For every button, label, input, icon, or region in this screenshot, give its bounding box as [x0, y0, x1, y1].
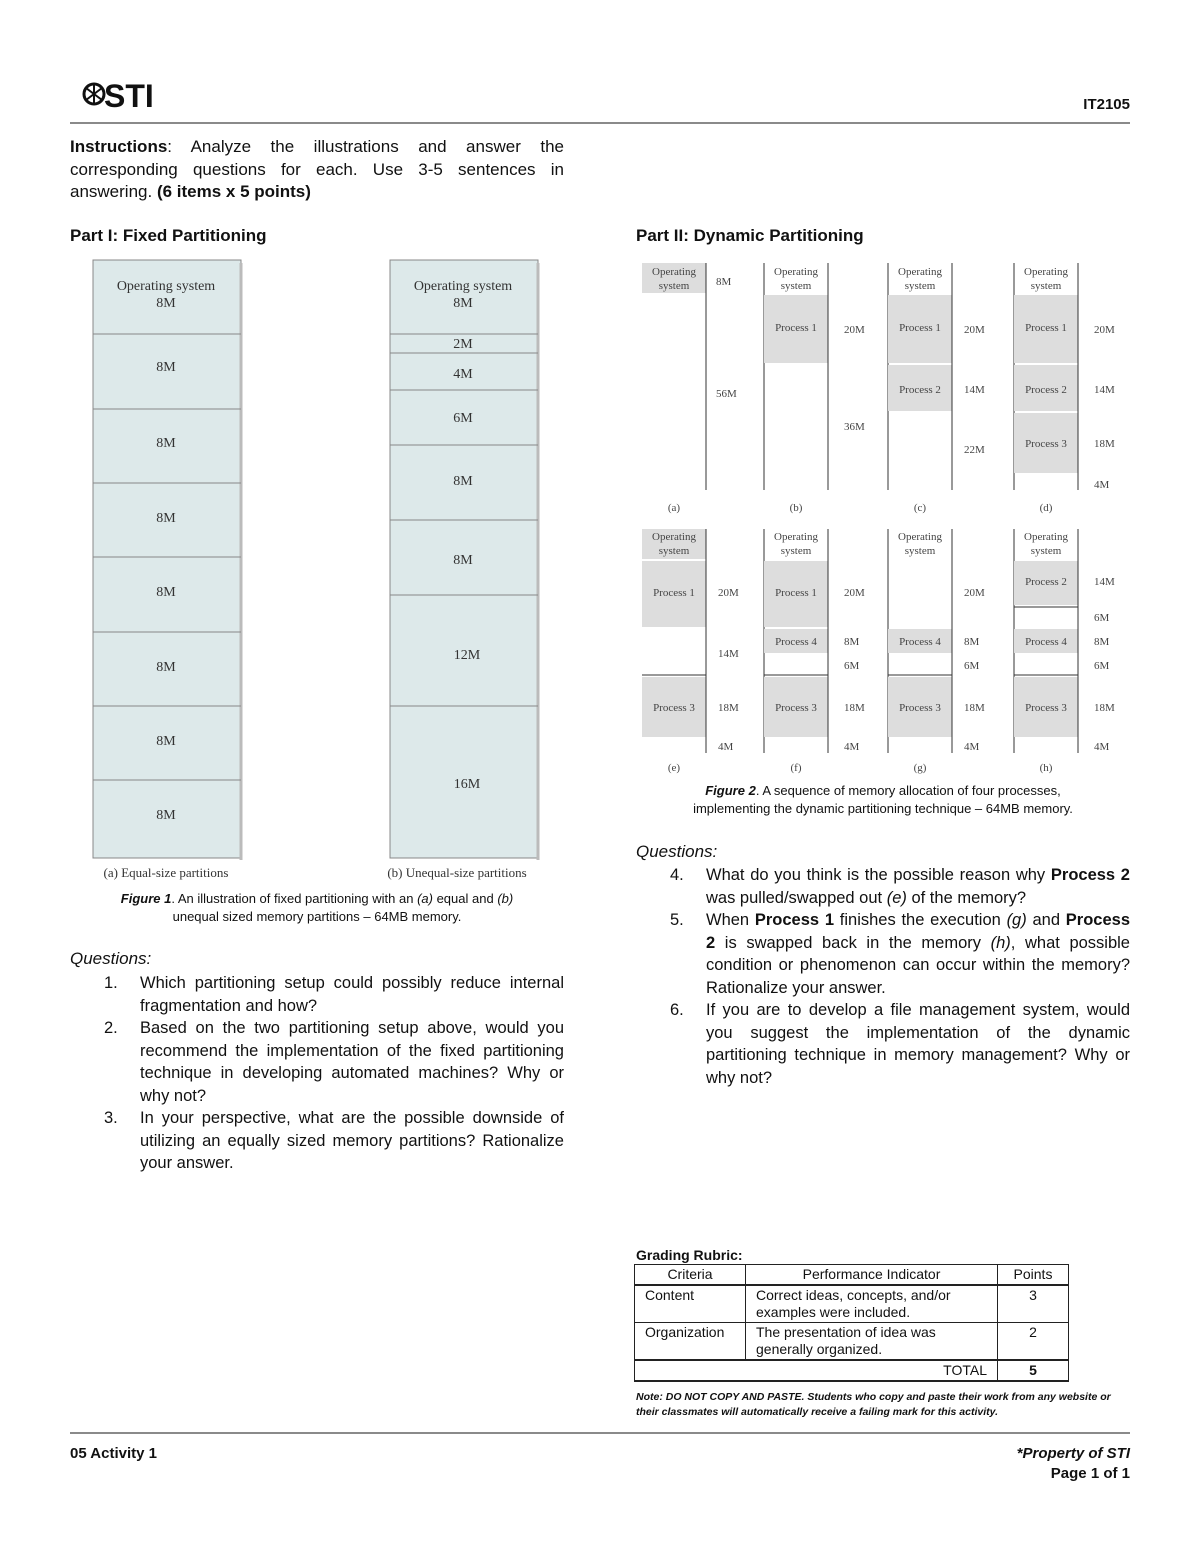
- process-label: Process 1: [775, 587, 817, 599]
- size-label: 56M: [716, 388, 737, 400]
- size-label: 4M: [964, 741, 980, 753]
- os-label: system: [658, 545, 690, 557]
- figure2-text-2: implementing the dynamic partitioning technique – 64MB memory.: [693, 801, 1073, 816]
- panel-label: (g): [913, 762, 927, 774]
- panel-label: (e): [667, 762, 681, 774]
- size-label: 6M: [1094, 660, 1110, 672]
- unequal-os-size: 8M: [453, 296, 473, 311]
- question-text: and: [1026, 911, 1066, 929]
- question-text: was pulled/swapped out: [706, 888, 887, 907]
- equal-partition: 8M: [156, 734, 176, 749]
- question-italic: (e): [886, 888, 907, 907]
- size-label: 6M: [1094, 612, 1110, 624]
- size-label: 18M: [844, 702, 865, 714]
- rubric-criteria: Organization: [635, 1323, 746, 1361]
- rubric-header: Points: [998, 1265, 1069, 1286]
- size-label: 4M: [1094, 741, 1110, 753]
- os-label: system: [1030, 280, 1062, 292]
- os-label: Operating: [898, 531, 942, 543]
- size-label: 4M: [718, 741, 734, 753]
- process-label: Process 1: [653, 587, 695, 599]
- question-bold: Process 2: [1050, 866, 1130, 884]
- question-item: [636, 864, 1130, 909]
- logo-text: STI: [104, 78, 154, 114]
- size-label: 18M: [1094, 438, 1115, 450]
- os-label: system: [780, 280, 812, 292]
- size-label: 14M: [964, 384, 985, 396]
- size-label: 20M: [844, 587, 865, 599]
- size-label: 14M: [718, 648, 739, 660]
- process-label: Process 4: [1025, 636, 1067, 648]
- size-label: 8M: [1094, 636, 1110, 648]
- question-number: 1.: [104, 974, 118, 992]
- equal-partition: 8M: [156, 808, 176, 823]
- rubric-indicator: The presentation of idea was generally organized.: [746, 1323, 998, 1361]
- question-number: 3.: [104, 1109, 118, 1127]
- question-number: 6.: [670, 1001, 684, 1019]
- size-label: 20M: [1094, 324, 1115, 336]
- question-bold: Process 1: [754, 911, 835, 929]
- sti-logo: [82, 74, 166, 114]
- footer-property: *Property of STI: [1016, 1445, 1130, 1462]
- question-text: What do you think is the possible reason why: [706, 866, 1051, 884]
- os-label: system: [1030, 545, 1062, 557]
- panel-d: [1014, 263, 1115, 514]
- size-label: 8M: [964, 636, 980, 648]
- footer-activity: 05 Activity 1: [70, 1445, 157, 1462]
- rubric-row: [635, 1285, 1069, 1323]
- equal-partition: 8M: [156, 360, 176, 375]
- rubric-total-points: 5: [998, 1360, 1069, 1381]
- equal-os-label: Operating system: [116, 279, 216, 294]
- equal-partition: 8M: [156, 660, 176, 675]
- question-italic: (h): [990, 933, 1011, 952]
- rubric-title: Grading Rubric:: [636, 1247, 743, 1263]
- question-text: If you are to develop a file management system, would you suggest the implementation of the dynamic partitioning technique in memory management? Why or why not?: [706, 1001, 1130, 1087]
- process-label: Process 2: [899, 384, 941, 396]
- process-label: Process 2: [1025, 384, 1067, 396]
- process-label: Process 3: [653, 702, 695, 714]
- header-rule: [70, 122, 1130, 124]
- question-item: [70, 1107, 564, 1175]
- unequal-partition: 8M: [453, 474, 473, 489]
- os-label: system: [780, 545, 812, 557]
- part1-heading: Part I: Fixed Partitioning: [70, 226, 267, 245]
- panel-label: (c): [913, 502, 927, 514]
- unequal-partition: 2M: [453, 337, 473, 352]
- equal-memory-block: [93, 260, 241, 858]
- size-label: 18M: [718, 702, 739, 714]
- panel-e: [642, 529, 739, 774]
- process-label: Process 1: [1025, 322, 1067, 334]
- equal-partition: 8M: [156, 511, 176, 526]
- unequal-partition: 4M: [453, 367, 473, 382]
- process-label: Process 3: [1025, 438, 1067, 450]
- question-item: [70, 1017, 564, 1107]
- process-label: Process 2: [1025, 576, 1067, 588]
- note: Note: DO NOT COPY AND PASTE. Students who copy and paste their work from any website or their classmates will automatically receive a failing mark for this activity.: [636, 1391, 1111, 1418]
- question-number: 4.: [670, 866, 684, 884]
- size-label: 8M: [844, 636, 860, 648]
- size-label: 4M: [844, 741, 860, 753]
- question-text: is swapped back in the memory: [715, 933, 991, 952]
- figure1-text-3: unequal sized memory partitions – 64MB memory.: [172, 909, 462, 924]
- fixed-partitioning-figure: [85, 255, 555, 885]
- figure1-text: . An illustration of fixed partitioning with an: [171, 891, 418, 906]
- question-text: When: [706, 911, 755, 929]
- os-label: Operating: [652, 531, 696, 543]
- question-text: of the memory?: [906, 888, 1027, 907]
- os-label: Operating: [1024, 266, 1068, 278]
- os-label: Operating: [898, 266, 942, 278]
- questions-heading-1: Questions:: [70, 949, 152, 968]
- os-label: system: [904, 280, 936, 292]
- rubric-header: Criteria: [635, 1265, 746, 1286]
- panel-label: (b): [789, 502, 803, 514]
- process-label: Process 3: [899, 702, 941, 714]
- footer-page: Page 1 of 1: [1050, 1465, 1130, 1482]
- rubric-criteria: Content: [635, 1285, 746, 1323]
- rubric-total-label: TOTAL: [635, 1360, 998, 1381]
- instructions-text: : Analyze the illustrations and answer the corresponding questions for each. Use 3-5 sentences in answering.: [70, 137, 564, 201]
- os-label: Operating: [774, 266, 818, 278]
- instructions-points: (6 items x 5 points): [156, 182, 311, 201]
- os-label: system: [904, 545, 936, 557]
- size-label: 20M: [964, 324, 985, 336]
- size-label: 4M: [1094, 479, 1110, 491]
- grading-rubric-table: [634, 1264, 1069, 1382]
- size-label: 20M: [718, 587, 739, 599]
- question-text: Which partitioning setup could possibly reduce internal fragmentation and how?: [140, 974, 564, 1015]
- rubric-points: 3: [998, 1285, 1069, 1323]
- part2-heading: Part II: Dynamic Partitioning: [636, 226, 864, 245]
- process-label: Process 4: [899, 636, 941, 648]
- question-item: [70, 972, 564, 1017]
- question-text: In your perspective, what are the possible downside of utilizing an equally sized memory partitions? Rationalize your answer.: [140, 1109, 564, 1172]
- question-item: [636, 999, 1130, 1089]
- process-label: Process 3: [775, 702, 817, 714]
- os-label: system: [658, 280, 690, 292]
- unequal-partition: 16M: [453, 777, 481, 792]
- figure2-label: Figure 2: [705, 783, 756, 798]
- size-label: 20M: [844, 324, 865, 336]
- unequal-partition: 8M: [453, 553, 473, 568]
- questions-heading-2: Questions:: [636, 842, 718, 861]
- process-label: Process 3: [1025, 702, 1067, 714]
- unequal-partition: 12M: [453, 648, 481, 663]
- size-label: 6M: [844, 660, 860, 672]
- panel-label: (f): [790, 762, 802, 774]
- questions-list-2: [636, 864, 1130, 1089]
- process-label: Process 4: [775, 636, 817, 648]
- question-bold: Process 2: [706, 911, 1130, 952]
- instructions: [70, 136, 564, 204]
- size-label: 18M: [1094, 702, 1115, 714]
- os-label: Operating: [774, 531, 818, 543]
- panel-f: [764, 529, 865, 774]
- size-label: 22M: [964, 444, 985, 456]
- size-label: 18M: [964, 702, 985, 714]
- equal-os-size: 8M: [156, 296, 176, 311]
- panel-b: [764, 263, 865, 514]
- rubric-points: 2: [998, 1323, 1069, 1361]
- rubric-row: [635, 1323, 1069, 1361]
- rubric-indicator: Correct ideas, concepts, and/or examples were included.: [746, 1285, 998, 1323]
- os-label: Operating: [1024, 531, 1068, 543]
- figure1-label: Figure 1: [120, 891, 172, 906]
- question-number: 5.: [670, 911, 684, 929]
- figure1-text-2: equal and: [432, 891, 498, 906]
- size-label: 36M: [844, 421, 865, 433]
- caption-b: (b) Unequal-size partitions: [387, 865, 527, 880]
- questions-list-1: [70, 972, 564, 1175]
- panel-label: (h): [1039, 762, 1053, 774]
- question-text: Based on the two partitioning setup above, would you recommend the implementation of the fixed partitioning technique in developing automated machines? Why or why not?: [140, 1019, 564, 1105]
- course-code: IT2105: [1083, 96, 1130, 113]
- panel-h: [1014, 529, 1115, 774]
- process-label: Process 1: [899, 322, 941, 334]
- size-label: 14M: [1094, 576, 1115, 588]
- panel-g: [888, 529, 985, 774]
- rubric-header: Performance Indicator: [746, 1265, 998, 1286]
- caption-a: (a) Equal-size partitions: [103, 865, 229, 880]
- process-label: Process 1: [775, 322, 817, 334]
- question-text: finishes the execution: [834, 911, 1007, 929]
- os-label: Operating: [652, 266, 696, 278]
- figure1-caption: [70, 890, 564, 926]
- equal-partition: 8M: [156, 436, 176, 451]
- figure2-text: . A sequence of memory allocation of four processes,: [755, 783, 1061, 798]
- panel-a: [642, 263, 737, 514]
- question-item: [636, 909, 1130, 999]
- dynamic-partitioning-figure: [636, 255, 1136, 775]
- unequal-os-label: Operating system: [413, 279, 513, 294]
- unequal-partition: 6M: [453, 411, 473, 426]
- question-number: 2.: [104, 1019, 118, 1037]
- footer-rule: [70, 1432, 1130, 1434]
- figure1-a: (a): [417, 891, 433, 906]
- equal-partition: 8M: [156, 585, 176, 600]
- panel-label: (a): [667, 502, 681, 514]
- size-label: 8M: [716, 276, 732, 288]
- size-label: 6M: [964, 660, 980, 672]
- size-label: 14M: [1094, 384, 1115, 396]
- figure1-b: (b): [497, 891, 514, 906]
- question-text: , what possible condition or phenomenon can occur within the memory? Rationalize your answer.: [706, 933, 1130, 997]
- panel-label: (d): [1039, 502, 1053, 514]
- size-label: 20M: [964, 587, 985, 599]
- question-italic: (g): [1006, 911, 1027, 929]
- panel-c: [888, 263, 985, 514]
- figure2-caption: [636, 782, 1130, 818]
- instructions-label: Instructions: [70, 137, 168, 156]
